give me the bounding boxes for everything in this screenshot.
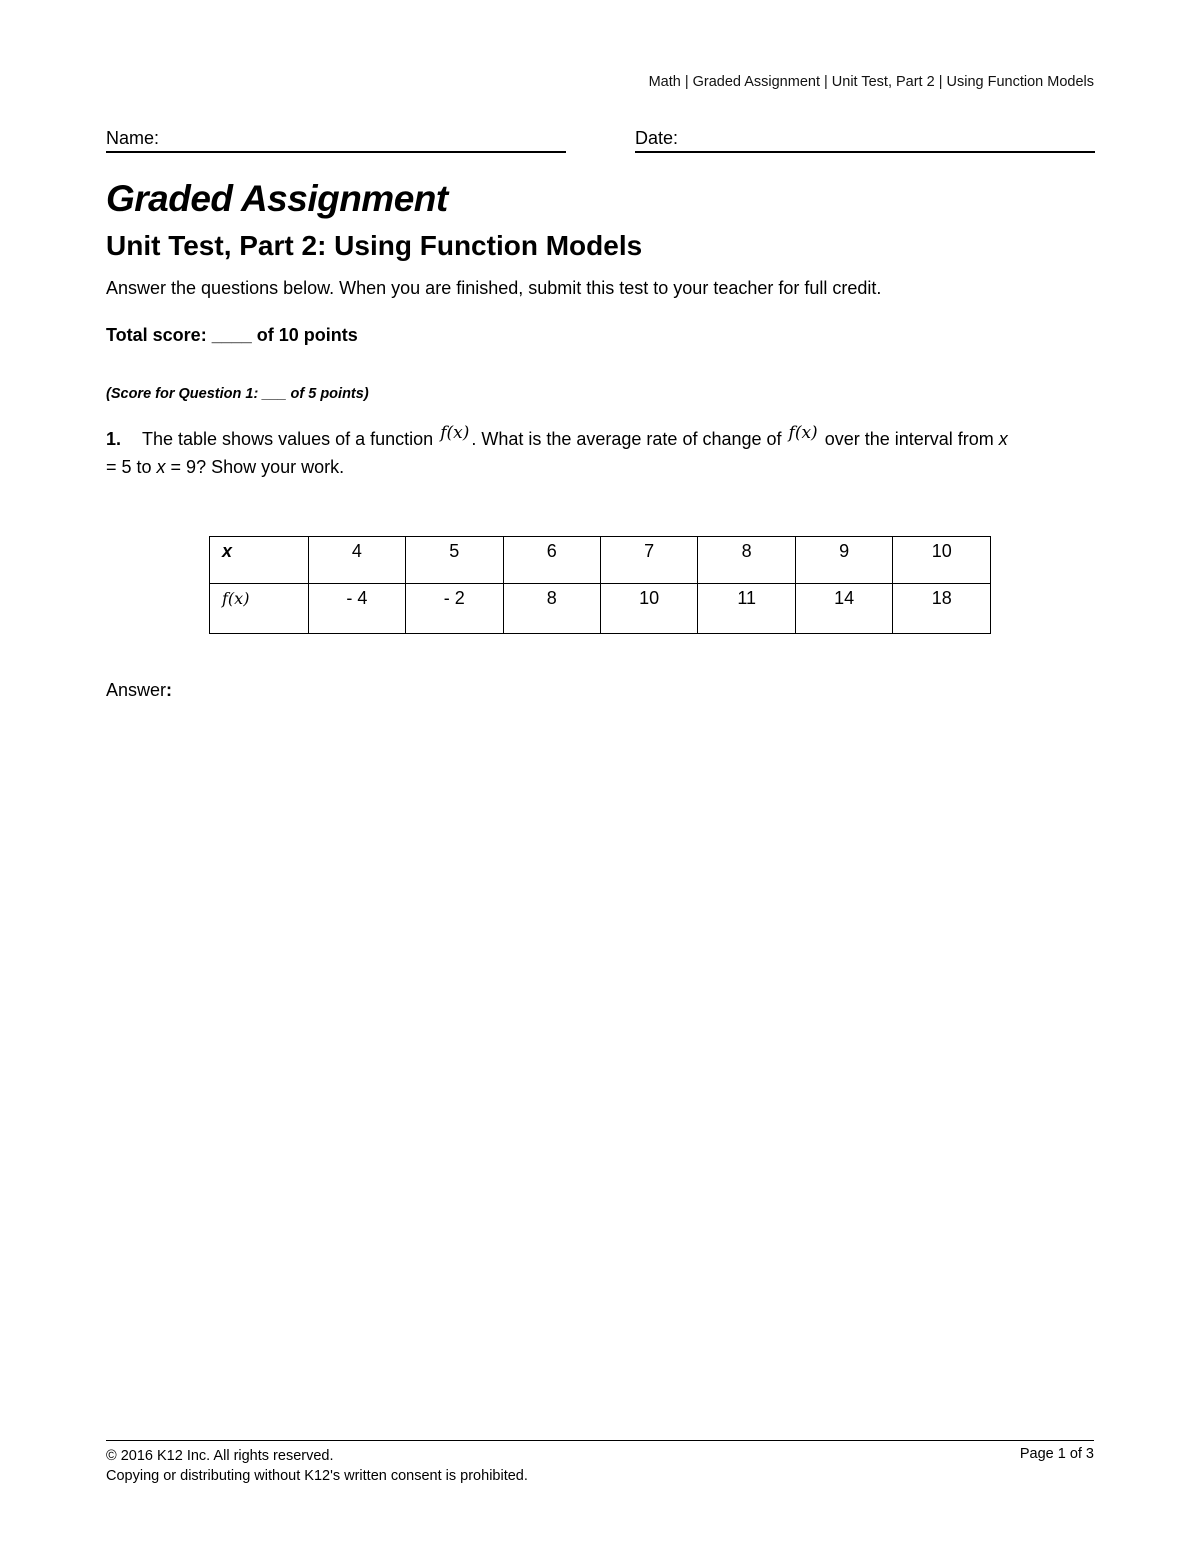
table-cell: 9 xyxy=(795,537,893,584)
page-title: Graded Assignment xyxy=(106,178,448,219)
total-score: Total score: ____ of 10 points xyxy=(106,325,358,345)
question-number: 1. xyxy=(106,429,122,449)
question-text-a: The table shows values of a function xyxy=(142,429,439,449)
answer-area[interactable] xyxy=(106,680,172,701)
function-values-table xyxy=(209,536,991,634)
name-field[interactable] xyxy=(106,128,566,153)
table-cell: - 2 xyxy=(406,584,503,634)
variable-x: x xyxy=(156,457,166,477)
table-cell: 10 xyxy=(893,537,991,584)
table-cell: 8 xyxy=(503,584,600,634)
header-breadcrumb: Math | Graded Assignment | Unit Test, Part 2 | Using Function Models xyxy=(648,74,1094,90)
page-subtitle: Unit Test, Part 2: Using Function Models xyxy=(106,230,643,261)
date-underline xyxy=(635,151,1095,153)
answer-colon: : xyxy=(166,680,173,700)
table-cell: 18 xyxy=(893,584,991,634)
question-text-c: over the interval from xyxy=(819,429,999,449)
footer-left xyxy=(106,1446,528,1486)
question-text-b: . What is the average rate of change of xyxy=(471,429,787,449)
footer-divider xyxy=(106,1440,1094,1441)
page-number: Page 1 of 3 xyxy=(1019,1446,1094,1462)
footer-notice: Copying or distributing without K12's written consent is prohibited. xyxy=(106,1468,528,1484)
question-1 xyxy=(106,423,1096,481)
table-cell: 5 xyxy=(406,537,503,584)
instructions: Answer the questions below. When you are finished, submit this test to your teacher for full credit. xyxy=(106,278,882,298)
date-field[interactable] xyxy=(635,128,1095,153)
table-row-x xyxy=(210,537,991,584)
table-cell: 14 xyxy=(795,584,893,634)
table-cell: 10 xyxy=(600,584,698,634)
table-cell: 4 xyxy=(308,537,405,584)
date-label: Date: xyxy=(635,128,679,148)
footer-copyright: © 2016 K12 Inc. All rights reserved. xyxy=(106,1448,334,1464)
function-notation: f(x) xyxy=(440,423,470,443)
table-cell: 6 xyxy=(503,537,600,584)
table-cell: 11 xyxy=(698,584,796,634)
question-1-score: (Score for Question 1: ___ of 5 points) xyxy=(106,386,369,402)
question-text-e: = 9? Show your work. xyxy=(165,457,345,477)
table-header-x: x xyxy=(210,537,309,584)
question-text-d: = 5 to xyxy=(106,457,157,477)
table-row-fx xyxy=(210,584,991,634)
table-cell: 8 xyxy=(698,537,796,584)
table-cell: 7 xyxy=(600,537,698,584)
table-cell: - 4 xyxy=(308,584,405,634)
answer-label: Answer xyxy=(106,680,167,700)
function-notation: f(x) xyxy=(788,423,818,443)
variable-x: x xyxy=(998,429,1008,449)
table-header-fx: f(x) xyxy=(210,584,309,634)
name-label: Name: xyxy=(106,128,160,148)
name-underline xyxy=(106,151,566,153)
